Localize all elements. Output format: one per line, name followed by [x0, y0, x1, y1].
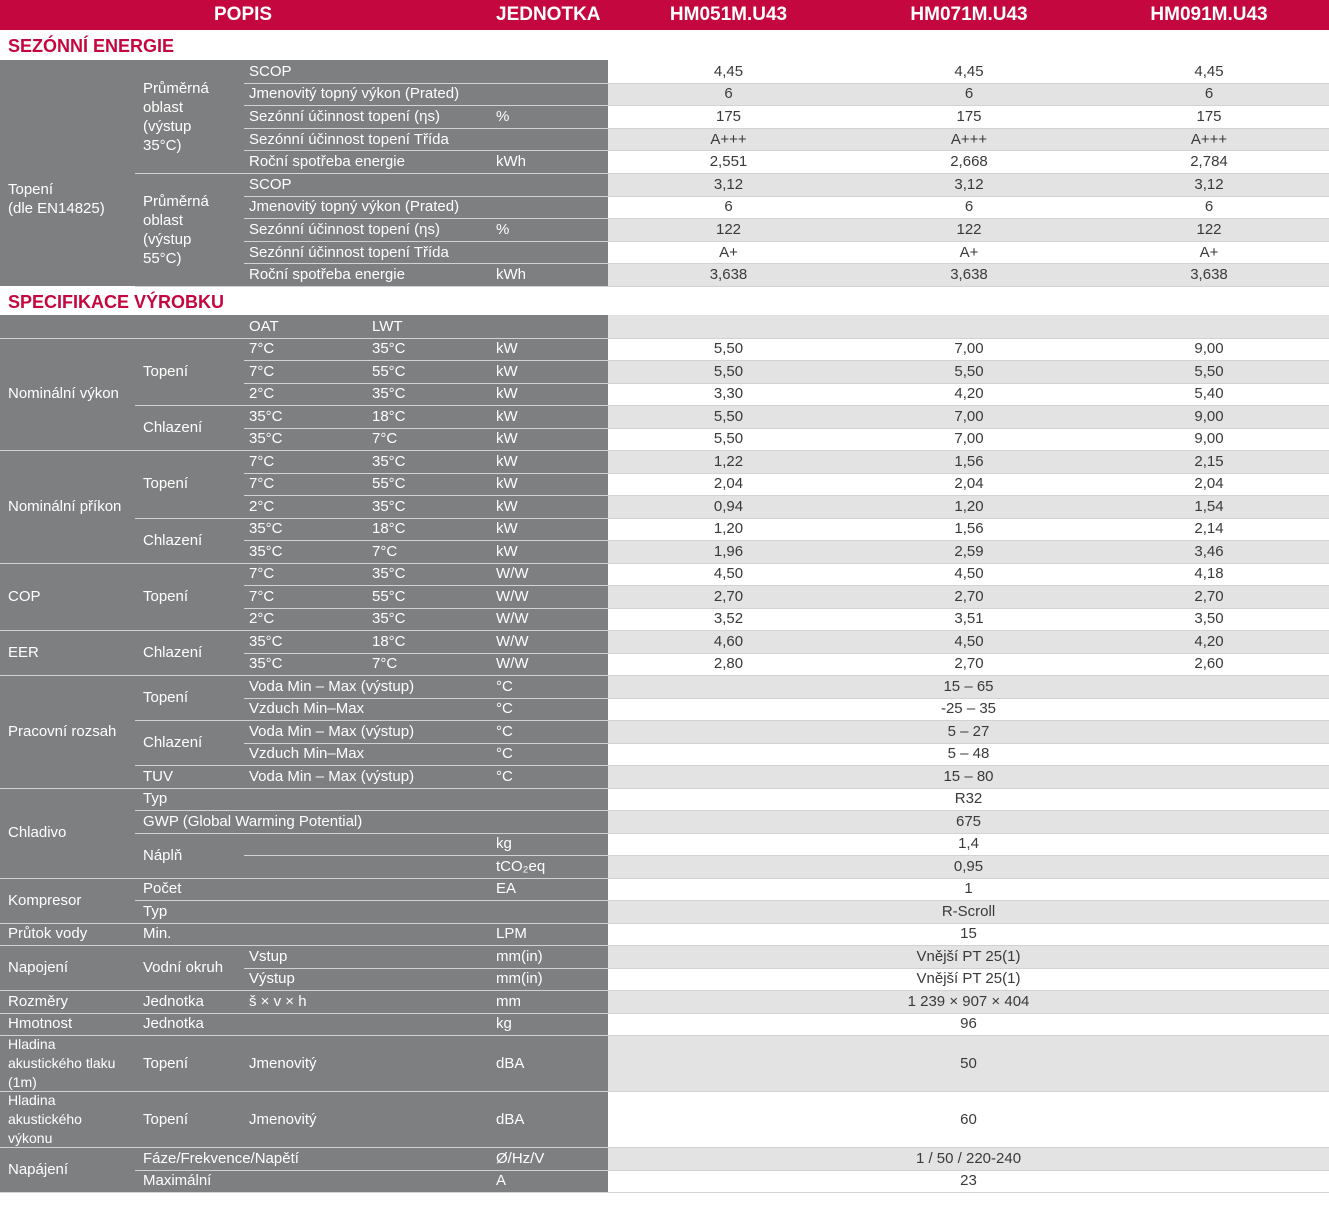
value-cell: 1,56: [954, 520, 984, 538]
row-param-2: LWT: [372, 317, 403, 335]
value-cell-merged: R32: [954, 790, 983, 808]
subgroup-label: Jednotka: [143, 1015, 204, 1033]
value-cell-merged: 15 – 65: [943, 677, 994, 695]
row-unit: dBA: [496, 1110, 525, 1128]
row-param: Jmenovitý topný výkon (Prated): [249, 85, 460, 103]
subgroup-label: Jednotka: [143, 992, 204, 1010]
row-unit: W/W: [496, 632, 529, 650]
row-divider: [244, 383, 608, 384]
row-param-2: 18°C: [372, 520, 406, 538]
row-divider: [608, 286, 1329, 287]
value-cell: 2,04: [954, 475, 984, 493]
value-cell: 2,04: [1194, 475, 1224, 493]
row-param: Sezónní účinnost topení (ηs): [249, 221, 440, 238]
row-unit: tCO₂eq: [496, 857, 546, 875]
row-param: Voda Min – Max (výstup): [249, 722, 415, 740]
value-cell-merged: 1 239 × 907 × 404: [907, 992, 1030, 1010]
subgroup-label: TUV: [143, 767, 173, 785]
row-divider: [244, 360, 608, 361]
value-cell: 1,96: [713, 542, 744, 560]
value-cell: 2,551: [709, 153, 748, 171]
row-divider: [244, 473, 608, 474]
group-label: Napojení: [8, 959, 69, 977]
row-param: Roční spotřeba energie: [249, 153, 405, 171]
subgroup-label: GWP (Global Warming Potential): [143, 812, 363, 830]
row-param: Sezónní účinnost topení Třída: [249, 130, 449, 148]
value-cell: 0,94: [713, 497, 744, 515]
subgroup-label: Typ: [143, 902, 168, 920]
value-cell: 4,45: [954, 62, 984, 80]
row-unit: kWh: [496, 153, 526, 171]
value-cell: 3,46: [1194, 542, 1224, 560]
row-divider: [244, 405, 608, 406]
value-cell: A+++: [950, 130, 988, 148]
group-label: Nominální výkon: [8, 385, 119, 403]
value-cell-merged: 50: [960, 1054, 977, 1072]
header-popis: POPIS: [214, 4, 273, 25]
value-cell-merged: 23: [960, 1172, 977, 1190]
section-title-energy: SEZÓNNÍ ENERGIE: [8, 36, 175, 56]
value-cell: 5,50: [713, 430, 744, 448]
row-param: Výstup: [249, 970, 295, 988]
row-param-2: 18°C: [372, 632, 406, 650]
subgroup-label: Chlazení: [143, 531, 203, 549]
value-cell: 4,20: [954, 385, 984, 403]
value-cell-merged: 675: [955, 812, 982, 830]
subgroup-label: Počet: [143, 880, 182, 898]
row-divider: [608, 1091, 1329, 1092]
row-param: SCOP: [249, 62, 292, 80]
value-cell: 7,00: [954, 430, 984, 448]
value-cell: A+: [1199, 243, 1219, 261]
value-cell: 7,00: [954, 340, 984, 358]
subgroup-label: Fáze/Frekvence/Napětí: [143, 1149, 299, 1167]
row-param-2: 35°C: [372, 385, 406, 403]
row-divider: [244, 1091, 608, 1092]
value-cell: A+: [959, 243, 979, 261]
subgroup-label: Min.: [143, 925, 172, 943]
row-divider: [244, 878, 608, 879]
row-unit: W/W: [496, 655, 529, 673]
group-label: Hladina akustického tlaku (1m): [8, 1035, 116, 1090]
row-unit: kW: [496, 385, 518, 403]
subgroup-label: Chlazení: [143, 734, 203, 752]
row-unit: A: [496, 1172, 507, 1190]
subgroup-label: Topení: [143, 587, 189, 605]
row-param: Voda Min – Max (výstup): [249, 677, 415, 695]
group-label: Napájení: [8, 1161, 69, 1179]
value-cell: 2,70: [713, 587, 744, 605]
subgroup-label: Náplň: [143, 846, 183, 864]
value-cell: 9,00: [1194, 340, 1224, 358]
subgroup-label: Topení: [143, 689, 189, 707]
row-unit: kW: [496, 497, 518, 515]
row-param: Vzduch Min–Max: [249, 745, 365, 763]
value-cell: 3,30: [713, 385, 744, 403]
row-param-2: 35°C: [372, 497, 406, 515]
row-unit: kWh: [496, 266, 526, 284]
row-param-2: 35°C: [372, 340, 406, 358]
row-divider: [244, 173, 608, 174]
value-cell: 5,50: [1194, 362, 1224, 380]
subgroup-label: Topení: [143, 1054, 189, 1072]
row-param: 35°C: [249, 407, 283, 425]
row-param-2: 55°C: [372, 587, 406, 605]
row-divider: [244, 1013, 608, 1014]
row-param: 7°C: [249, 362, 275, 380]
row-divider: [244, 855, 608, 856]
value-cell: 2,668: [950, 153, 988, 171]
row-param: 7°C: [249, 452, 275, 470]
subgroup-label: Chlazení: [143, 644, 203, 662]
value-cell-merged: 1 / 50 / 220-240: [915, 1149, 1022, 1167]
value-cell: 5,50: [954, 362, 984, 380]
subgroup-label: Maximální proud: [143, 1172, 212, 1209]
value-cell: 6: [1204, 198, 1214, 216]
row-unit: kW: [496, 340, 518, 358]
row-param: SCOP: [249, 175, 292, 193]
group-label: EER: [8, 644, 39, 662]
value-cell: 9,00: [1194, 407, 1224, 425]
value-cell: 2,70: [1194, 587, 1224, 605]
group-label: Kompresor: [8, 891, 82, 909]
row-param: š × v × h: [249, 992, 307, 1010]
value-cell: 7,00: [954, 407, 984, 425]
subgroup-label: Vodní okruh: [143, 959, 224, 977]
value-cell: 4,60: [713, 632, 744, 650]
value-cell: 3,638: [950, 266, 988, 284]
row-divider: [244, 923, 608, 924]
row-unit: kg: [496, 1015, 512, 1033]
row-divider: [244, 428, 608, 429]
value-cell: 4,50: [713, 565, 744, 583]
row-unit: mm: [496, 992, 521, 1010]
row-param: OAT: [249, 317, 279, 335]
value-cell: 1,20: [713, 520, 744, 538]
subgroup-label: Topení: [143, 1110, 189, 1128]
value-cell: 9,00: [1194, 430, 1224, 448]
value-cell-merged: 5 – 48: [947, 745, 990, 763]
row-unit: °C: [496, 677, 513, 695]
value-cell: 3,638: [709, 266, 748, 284]
value-cell: 4,20: [1194, 632, 1224, 650]
row-divider: [244, 945, 608, 946]
value-cell: 5,50: [713, 340, 744, 358]
row-divider: [244, 833, 608, 834]
group-label: Topení (dle EN14825): [8, 180, 105, 217]
row-param: 7°C: [249, 340, 275, 358]
row-param-2: 35°C: [372, 452, 406, 470]
row-unit: dBA: [496, 1054, 525, 1072]
row-divider: [244, 1035, 608, 1036]
subgroup-label: Chlazení: [143, 419, 203, 437]
value-cell: 4,50: [954, 632, 984, 650]
row-shade: [608, 315, 1329, 338]
row-unit: °C: [496, 745, 513, 763]
row-unit: °C: [496, 722, 513, 740]
value-cell: 122: [1196, 221, 1222, 238]
value-cell: 3,638: [1190, 266, 1228, 284]
value-cell-merged: Vnější PT 25(1): [916, 970, 1021, 988]
row-param: 35°C: [249, 520, 283, 538]
value-cell: 6: [964, 198, 974, 216]
row-divider: [608, 1035, 1329, 1036]
value-cell: A+++: [710, 130, 747, 148]
value-cell: 4,45: [1194, 62, 1224, 80]
value-cell: 3,50: [1194, 610, 1224, 628]
value-cell-merged: 0,95: [953, 857, 984, 875]
row-divider: [244, 518, 608, 519]
row-unit: °C: [496, 767, 513, 785]
value-cell: 2,60: [1194, 655, 1224, 673]
row-unit: W/W: [496, 610, 529, 628]
row-param: 2°C: [249, 497, 275, 515]
row-param: Sezónní účinnost topení (ηs): [249, 108, 440, 125]
value-cell: 2,80: [713, 655, 744, 673]
value-cell: 2,70: [954, 655, 984, 673]
value-cell-merged: 15: [960, 925, 977, 943]
value-cell: 3,12: [1194, 175, 1224, 193]
row-unit: kW: [496, 542, 518, 560]
row-param: 2°C: [249, 385, 275, 403]
subgroup-label: Topení: [143, 475, 189, 493]
group-label: Průtok vody: [8, 925, 88, 943]
value-cell: 175: [1196, 108, 1222, 125]
value-cell-merged: 5 – 27: [947, 722, 990, 740]
value-cell: 2,14: [1194, 520, 1224, 538]
value-cell: 6: [964, 85, 974, 103]
row-unit: kW: [496, 475, 518, 493]
group-label: Hmotnost: [8, 1015, 73, 1033]
row-divider: [244, 900, 608, 901]
header-model-3: HM091M.U43: [1150, 4, 1268, 25]
value-cell: A+: [719, 243, 738, 261]
value-cell: 1,56: [954, 452, 984, 470]
value-cell: 122: [956, 221, 982, 238]
row-divider: [244, 1170, 608, 1171]
value-cell: 5,50: [713, 362, 744, 380]
value-cell: 3,12: [713, 175, 744, 193]
row-unit: kg: [496, 835, 512, 853]
value-cell: 2,784: [1190, 153, 1228, 171]
row-param: Voda Min – Max (výstup): [249, 767, 415, 785]
row-param-2: 55°C: [372, 362, 406, 380]
row-param-2: 35°C: [372, 610, 406, 628]
row-unit: kW: [496, 520, 518, 538]
value-cell-merged: 15 – 80: [943, 767, 994, 785]
row-unit: LPM: [496, 925, 527, 943]
group-label: Pracovní rozsah: [8, 722, 117, 740]
row-param: Vstup: [249, 947, 288, 965]
row-divider: [244, 788, 608, 789]
subgroup-label: Průměrná oblast (výstup 55°C): [143, 192, 209, 267]
row-param: Vzduch Min–Max: [249, 700, 365, 718]
row-divider: [244, 968, 608, 969]
row-unit: %: [496, 221, 510, 238]
value-cell: 4,18: [1194, 565, 1224, 583]
row-divider: [608, 1192, 1329, 1193]
row-unit: W/W: [496, 587, 529, 605]
group-label: Nominální příkon: [8, 497, 122, 515]
value-cell-merged: 60: [960, 1110, 977, 1128]
group-label: Rozměry: [8, 992, 69, 1010]
value-cell: 4,50: [954, 565, 984, 583]
row-param: 35°C: [249, 632, 283, 650]
row-param-2: 35°C: [372, 565, 406, 583]
value-cell-merged: -25 – 35: [940, 700, 997, 718]
row-divider: [244, 608, 608, 609]
row-unit: °C: [496, 700, 513, 718]
row-divider: [244, 563, 608, 564]
row-param-2: 7°C: [372, 542, 398, 560]
row-divider: [244, 653, 608, 654]
group-label: Hladina akustického výkonu: [8, 1091, 82, 1146]
row-unit: kW: [496, 362, 518, 380]
value-cell: 1,22: [713, 452, 744, 470]
row-divider: [244, 585, 608, 586]
row-unit: EA: [496, 880, 517, 898]
value-cell-merged: 1,4: [958, 835, 979, 853]
value-cell: 6: [724, 198, 733, 216]
row-param: 35°C: [249, 430, 283, 448]
value-cell: 1,54: [1194, 497, 1224, 515]
row-param-2: 7°C: [372, 430, 398, 448]
row-unit: %: [496, 108, 510, 125]
row-param: Jmenovitý: [249, 1054, 317, 1072]
value-cell: 175: [956, 108, 982, 125]
subgroup-label: Topení: [143, 362, 189, 380]
row-param: 35°C: [249, 655, 283, 673]
row-divider: [244, 630, 608, 631]
value-cell: 2,70: [954, 587, 984, 605]
group-label: COP: [8, 587, 41, 605]
row-param: Jmenovitý topný výkon (Prated): [249, 198, 460, 216]
row-divider: [244, 286, 608, 287]
value-cell: 3,12: [954, 175, 984, 193]
value-cell: 2,59: [954, 542, 984, 560]
value-cell: 6: [724, 85, 733, 103]
value-cell: 5,50: [713, 407, 744, 425]
value-cell-merged: R-Scroll: [941, 902, 996, 920]
row-param: 2°C: [249, 610, 275, 628]
value-cell: 4,45: [713, 62, 744, 80]
row-divider: [244, 540, 608, 541]
row-param: Jmenovitý: [249, 1110, 317, 1128]
value-cell: 3,52: [713, 610, 744, 628]
group-label: Chladivo: [8, 824, 67, 842]
row-divider: [244, 1192, 608, 1193]
value-cell: A+++: [1190, 130, 1228, 148]
row-param: 7°C: [249, 475, 275, 493]
subgroup-label: Průměrná oblast (výstup 35°C): [143, 79, 209, 154]
row-param: 7°C: [249, 565, 275, 583]
row-param: 7°C: [249, 587, 275, 605]
row-divider: [244, 338, 608, 339]
value-cell-merged: 1: [964, 880, 973, 898]
value-cell: 2,15: [1194, 452, 1224, 470]
subgroup-label: Typ: [143, 790, 168, 808]
value-cell: 3,51: [954, 610, 984, 628]
value-cell-merged: Vnější PT 25(1): [916, 947, 1021, 965]
value-cell: 2,04: [713, 475, 744, 493]
row-param-2: 7°C: [372, 655, 398, 673]
row-unit: Ø/Hz/V: [496, 1149, 545, 1167]
value-cell: 5,40: [1194, 385, 1224, 403]
row-unit: kW: [496, 452, 518, 470]
row-unit: kW: [496, 407, 518, 425]
row-divider: [244, 495, 608, 496]
row-param-2: 55°C: [372, 475, 406, 493]
row-param: Roční spotřeba energie: [249, 266, 405, 284]
row-unit: mm(in): [496, 947, 543, 965]
section-title-spec: SPECIFIKACE VÝROBKU: [8, 292, 225, 312]
value-cell: 1,20: [954, 497, 984, 515]
row-param-2: 18°C: [372, 407, 406, 425]
value-cell: 122: [715, 221, 742, 238]
header-jednotka: JEDNOTKA: [496, 4, 601, 25]
row-param: Sezónní účinnost topení Třída: [249, 243, 449, 261]
header-model-1: HM051M.U43: [669, 4, 788, 25]
value-cell: 175: [715, 108, 742, 125]
value-cell: 6: [1204, 85, 1214, 103]
row-unit: kW: [496, 430, 518, 448]
row-unit: mm(in): [496, 970, 543, 988]
header-model-2: HM071M.U43: [910, 4, 1028, 25]
row-unit: W/W: [496, 565, 529, 583]
row-param: 35°C: [249, 542, 283, 560]
value-cell-merged: 96: [960, 1015, 977, 1033]
row-divider: [244, 450, 608, 451]
